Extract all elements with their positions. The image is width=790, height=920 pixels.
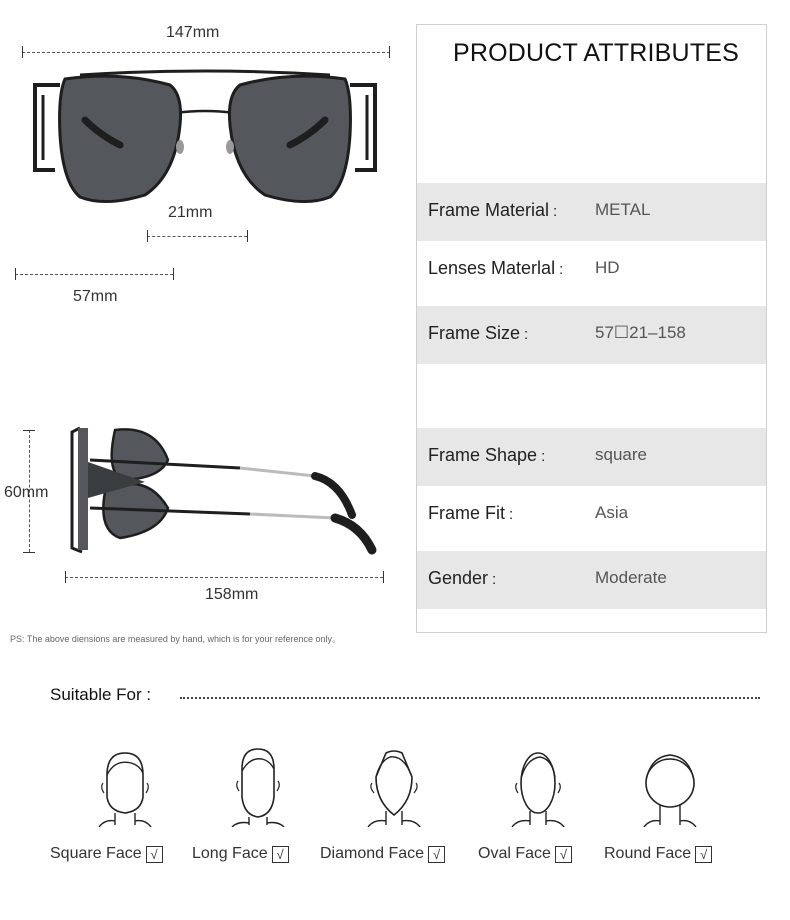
attribute-row-lenses-material bbox=[417, 241, 766, 299]
lens-width-dimension-line bbox=[15, 274, 173, 275]
dimension-tick bbox=[15, 268, 16, 280]
dimension-tick bbox=[23, 552, 35, 553]
attribute-row-frame-fit bbox=[417, 486, 766, 544]
attribute-value: square bbox=[595, 445, 647, 464]
temple-length-label: 158mm bbox=[205, 586, 259, 603]
width-dimension-line bbox=[22, 52, 390, 53]
attribute-value: Asia bbox=[595, 503, 629, 522]
temple-length-dimension-line bbox=[65, 577, 383, 578]
lens-height-label: 60mm bbox=[4, 484, 49, 501]
face-option-round: Round Face √ bbox=[604, 845, 712, 863]
side-view-glasses-image bbox=[60, 420, 390, 560]
checkmark-icon: √ bbox=[428, 846, 445, 863]
dimension-tick bbox=[173, 268, 174, 280]
total-width-label: 147mm bbox=[166, 24, 220, 41]
face-option-oval: Oval Face √ bbox=[478, 845, 572, 863]
dimension-tick bbox=[383, 571, 384, 583]
attribute-row-frame-shape bbox=[417, 428, 766, 486]
attributes-title: PRODUCT ATTRIBUTES bbox=[453, 39, 740, 67]
checkmark-icon: √ bbox=[695, 846, 712, 863]
attribute-row-frame-size bbox=[417, 306, 766, 364]
measurement-note: PS: The above diensions are measured by hand, which is for your reference only。 bbox=[10, 634, 342, 644]
attribute-value: METAL bbox=[595, 200, 651, 219]
diamond-face-icon bbox=[364, 745, 424, 827]
attribute-value: 57☐21–158 bbox=[595, 323, 686, 342]
face-option-long: Long Face √ bbox=[192, 845, 289, 863]
checkmark-icon: √ bbox=[146, 846, 163, 863]
attribute-key: Lenses Materlal : bbox=[428, 258, 564, 278]
attribute-key: Frame Fit : bbox=[428, 503, 514, 523]
attribute-key: Frame Material : bbox=[428, 200, 558, 220]
checkmark-icon: √ bbox=[555, 846, 572, 863]
bridge-dimension-line bbox=[147, 236, 247, 237]
suitable-for-label: Suitable For : bbox=[50, 685, 152, 704]
attribute-key: Frame Shape : bbox=[428, 445, 546, 465]
face-option-diamond: Diamond Face √ bbox=[320, 845, 445, 863]
dimension-tick bbox=[65, 571, 66, 583]
face-option-square: Square Face √ bbox=[50, 845, 163, 863]
dimension-tick bbox=[23, 430, 35, 431]
dimension-tick bbox=[389, 46, 390, 58]
attribute-value: Moderate bbox=[595, 568, 667, 587]
dimension-tick bbox=[147, 230, 148, 242]
dotted-divider bbox=[180, 697, 760, 699]
product-attributes-panel bbox=[416, 24, 767, 633]
square-face-icon bbox=[95, 745, 155, 827]
attribute-row-frame-material bbox=[417, 183, 766, 241]
round-face-icon bbox=[640, 745, 700, 827]
attribute-row-gender bbox=[417, 551, 766, 609]
lens-width-label: 57mm bbox=[73, 288, 118, 305]
attribute-key: Frame Size : bbox=[428, 323, 529, 343]
dimension-tick bbox=[22, 46, 23, 58]
attribute-value: HD bbox=[595, 258, 620, 277]
bridge-label: 21mm bbox=[168, 204, 213, 221]
dimension-tick bbox=[247, 230, 248, 242]
front-view-glasses-image bbox=[25, 65, 385, 210]
oval-face-icon bbox=[508, 745, 568, 827]
long-face-icon bbox=[228, 745, 288, 827]
checkmark-icon: √ bbox=[272, 846, 289, 863]
attribute-key: Gender : bbox=[428, 568, 497, 588]
